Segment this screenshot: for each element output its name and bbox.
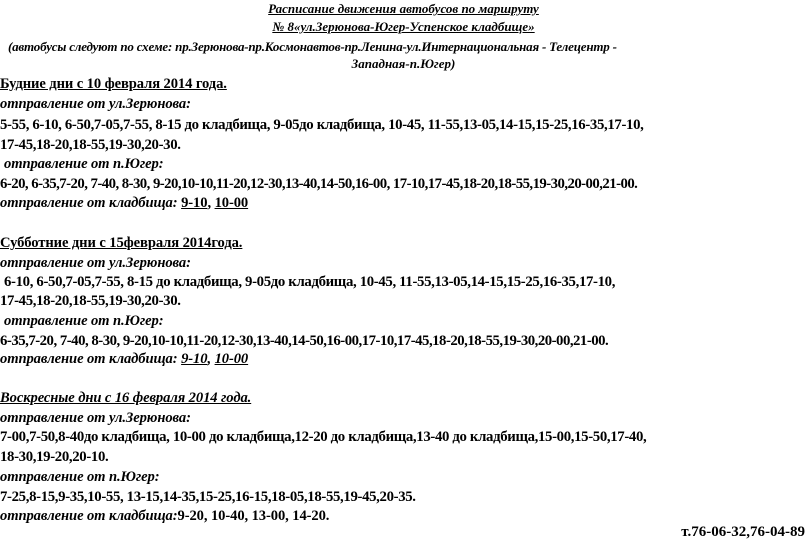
weekdays-cemetery-label: отправление от кладбища:	[0, 195, 178, 211]
saturday-cemetery-row	[0, 352, 248, 367]
route-scheme-line-1: (автобусы следуют по схеме: пр.Зерюнова-пр.Космонавтов-пр.Ленина-ул.Интернациональная - Телецентр -	[8, 39, 617, 54]
sunday-cemetery-label: отправление от кладбища:	[0, 508, 178, 524]
weekdays-cemetery-time-2: 10-00	[214, 195, 249, 211]
route-scheme-line-2: Западная-п.Югер)	[351, 56, 456, 71]
weekdays-heading: Будние дни с 10 февраля 2014 года.	[0, 76, 227, 92]
route-name: № 8«ул.Зерюнова-Югер-Успенское кладбище»	[272, 19, 535, 34]
weekdays-zeryunova-times-2: 17-45,18-20,18-55,19-30,20-30.	[0, 137, 181, 153]
saturday-yuger-label: отправление от п.Югер:	[4, 313, 164, 329]
sunday-yuger-times: 7-25,8-15,9-35,10-55, 13-15,14-35,15-25,16-15,18-05,18-55,19-45,20-35.	[0, 489, 416, 505]
weekdays-cemetery-row	[0, 196, 248, 211]
weekdays-zeryunova-times-1: 5-55, 6-10, 6-50,7-05,7-55, 8-15 до кладбища, 9-05до кладбища, 10-45, 11-55,13-05,14-15,15-25,16-35,17-10,	[0, 117, 644, 133]
saturday-zeryunova-label: отправление от ул.Зерюнова:	[0, 255, 191, 271]
sunday-heading: Воскресные дни с 16 февраля 2014 года.	[0, 390, 252, 406]
saturday-cemetery-time-1: 9-10	[181, 351, 208, 367]
saturday-cemetery-separator: ,	[207, 351, 211, 367]
weekdays-yuger-times: 6-20, 6-35,7-20, 7-40, 8-30, 9-20,10-10,11-20,12-30,13-40,14-50,16-00, 17-10,17-45,18-20,18-55,19-30,20-00,21-00.	[0, 176, 638, 192]
sunday-cemetery-times: 9-20, 10-40, 13-00, 14-20.	[177, 508, 330, 524]
sunday-zeryunova-label: отправление от ул.Зерюнова:	[0, 410, 191, 426]
contact-phone: т.76-06-32,76-04-89	[681, 524, 805, 540]
sunday-zeryunova-times-1: 7-00,7-50,8-40до кладбища, 10-00 до кладбища,12-20 до кладбища,13-40 до кладбища,15-00,15-50,17-40,	[0, 429, 647, 445]
saturday-heading: Субботние дни с 15февраля 2014года.	[0, 235, 243, 251]
sunday-zeryunova-times-2: 18-30,19-20,20-10.	[0, 449, 109, 465]
weekdays-yuger-label: отправление от п.Югер:	[4, 156, 164, 172]
saturday-zeryunova-times-2: 17-45,18-20,18-55,19-30,20-30.	[0, 293, 181, 309]
saturday-yuger-times: 6-35,7-20, 7-40, 8-30, 9-20,10-10,11-20,12-30,13-40,14-50,16-00,17-10,17-45,18-20,18-55,19-30,20-00,21-00.	[0, 333, 609, 349]
saturday-zeryunova-times-1: 6-10, 6-50,7-05,7-55, 8-15 до кладбища, 9-05до кладбища, 10-45, 11-55,13-05,14-15,15-25,16-35,17-10,	[4, 274, 616, 290]
weekdays-cemetery-time-1: 9-10	[181, 195, 208, 211]
sunday-cemetery-row	[0, 509, 329, 524]
weekdays-cemetery-separator: ,	[207, 195, 211, 211]
sunday-yuger-label: отправление от п.Югер:	[0, 469, 160, 485]
saturday-cemetery-label: отправление от кладбища:	[0, 351, 178, 367]
weekdays-zeryunova-label: отправление от ул.Зерюнова:	[0, 96, 191, 112]
saturday-cemetery-time-2: 10-00	[214, 351, 249, 367]
schedule-title: Расписание движения автобусов по маршруту	[268, 1, 539, 16]
